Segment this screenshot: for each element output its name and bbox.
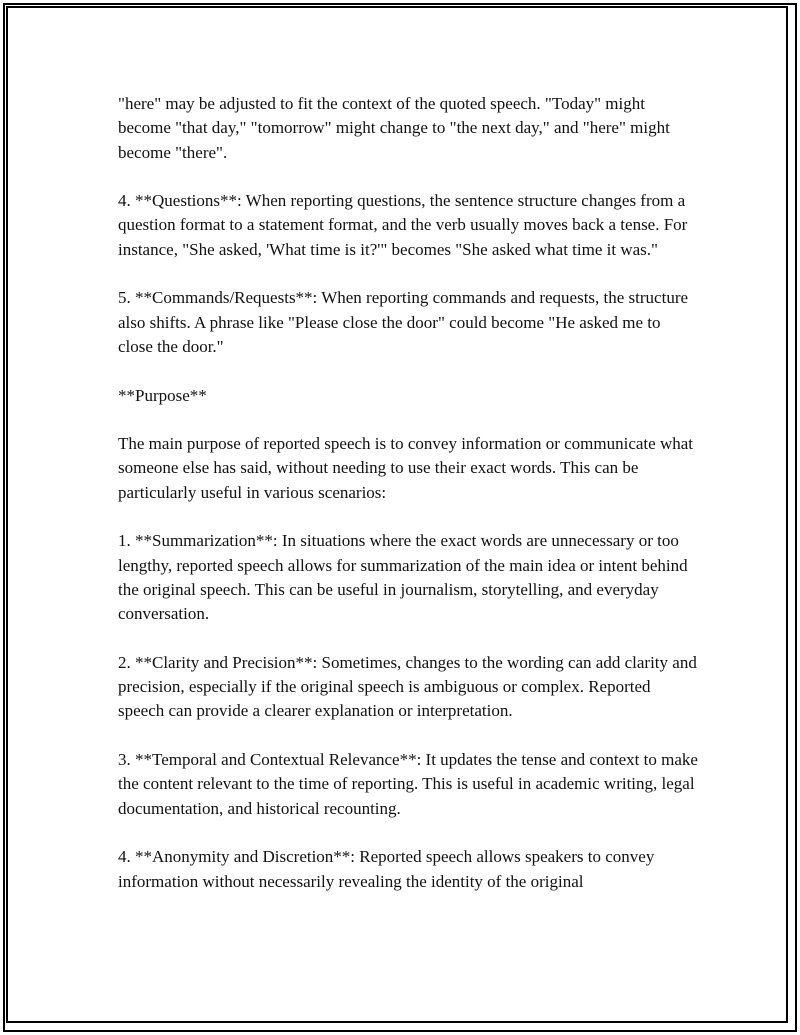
paragraph-commands-requests: 5. **Commands/Requests**: When reporting commands and requests, the structure also shifts. A phrase like "Please close the door" could become "He asked me to close the door."	[118, 288, 689, 356]
paragraph-questions: 4. **Questions**: When reporting questions, the sentence structure changes from a question format to a statement format, and the verb usually moves back a tense. For instance, "She asked, 'What time is it?'" becomes "She asked what time it was."	[118, 191, 688, 259]
paragraph-purpose-intro: The main purpose of reported speech is to convey information or communicate what someone else has said, without needing to use their exact words. This can be particularly useful in various scenarios:	[118, 434, 693, 502]
heading-purpose: **Purpose**	[118, 385, 207, 405]
paragraph-summarization: 1. **Summarization**: In situations where the exact words are unnecessary or too lengthy, reported speech allows for summarization of the main idea or intent behind the original speech. This can be useful in journalism, storytelling, and everyday conversation.	[118, 531, 688, 624]
paragraph-anonymity-discretion: 4. **Anonymity and Discretion**: Reported speech allows speakers to convey information without necessarily revealing the identity of the original	[118, 847, 655, 891]
paragraph-context-adjustment: "here" may be adjusted to fit the context of the quoted speech. "Today" might become "that day," "tomorrow" might change to "the next day," and "here" might become "there".	[118, 94, 670, 162]
paragraph-clarity-precision: 2. **Clarity and Precision**: Sometimes, changes to the wording can add clarity and precision, especially if the original speech is ambiguous or complex. Reported speech can provide a clearer explanation or interpretation.	[118, 652, 697, 721]
document-body	[118, 92, 698, 894]
paragraph-temporal-contextual: 3. **Temporal and Contextual Relevance**: It updates the tense and context to make the content relevant to the time of reporting. This is useful in academic writing, legal documentation, and historical recounting.	[118, 750, 698, 818]
